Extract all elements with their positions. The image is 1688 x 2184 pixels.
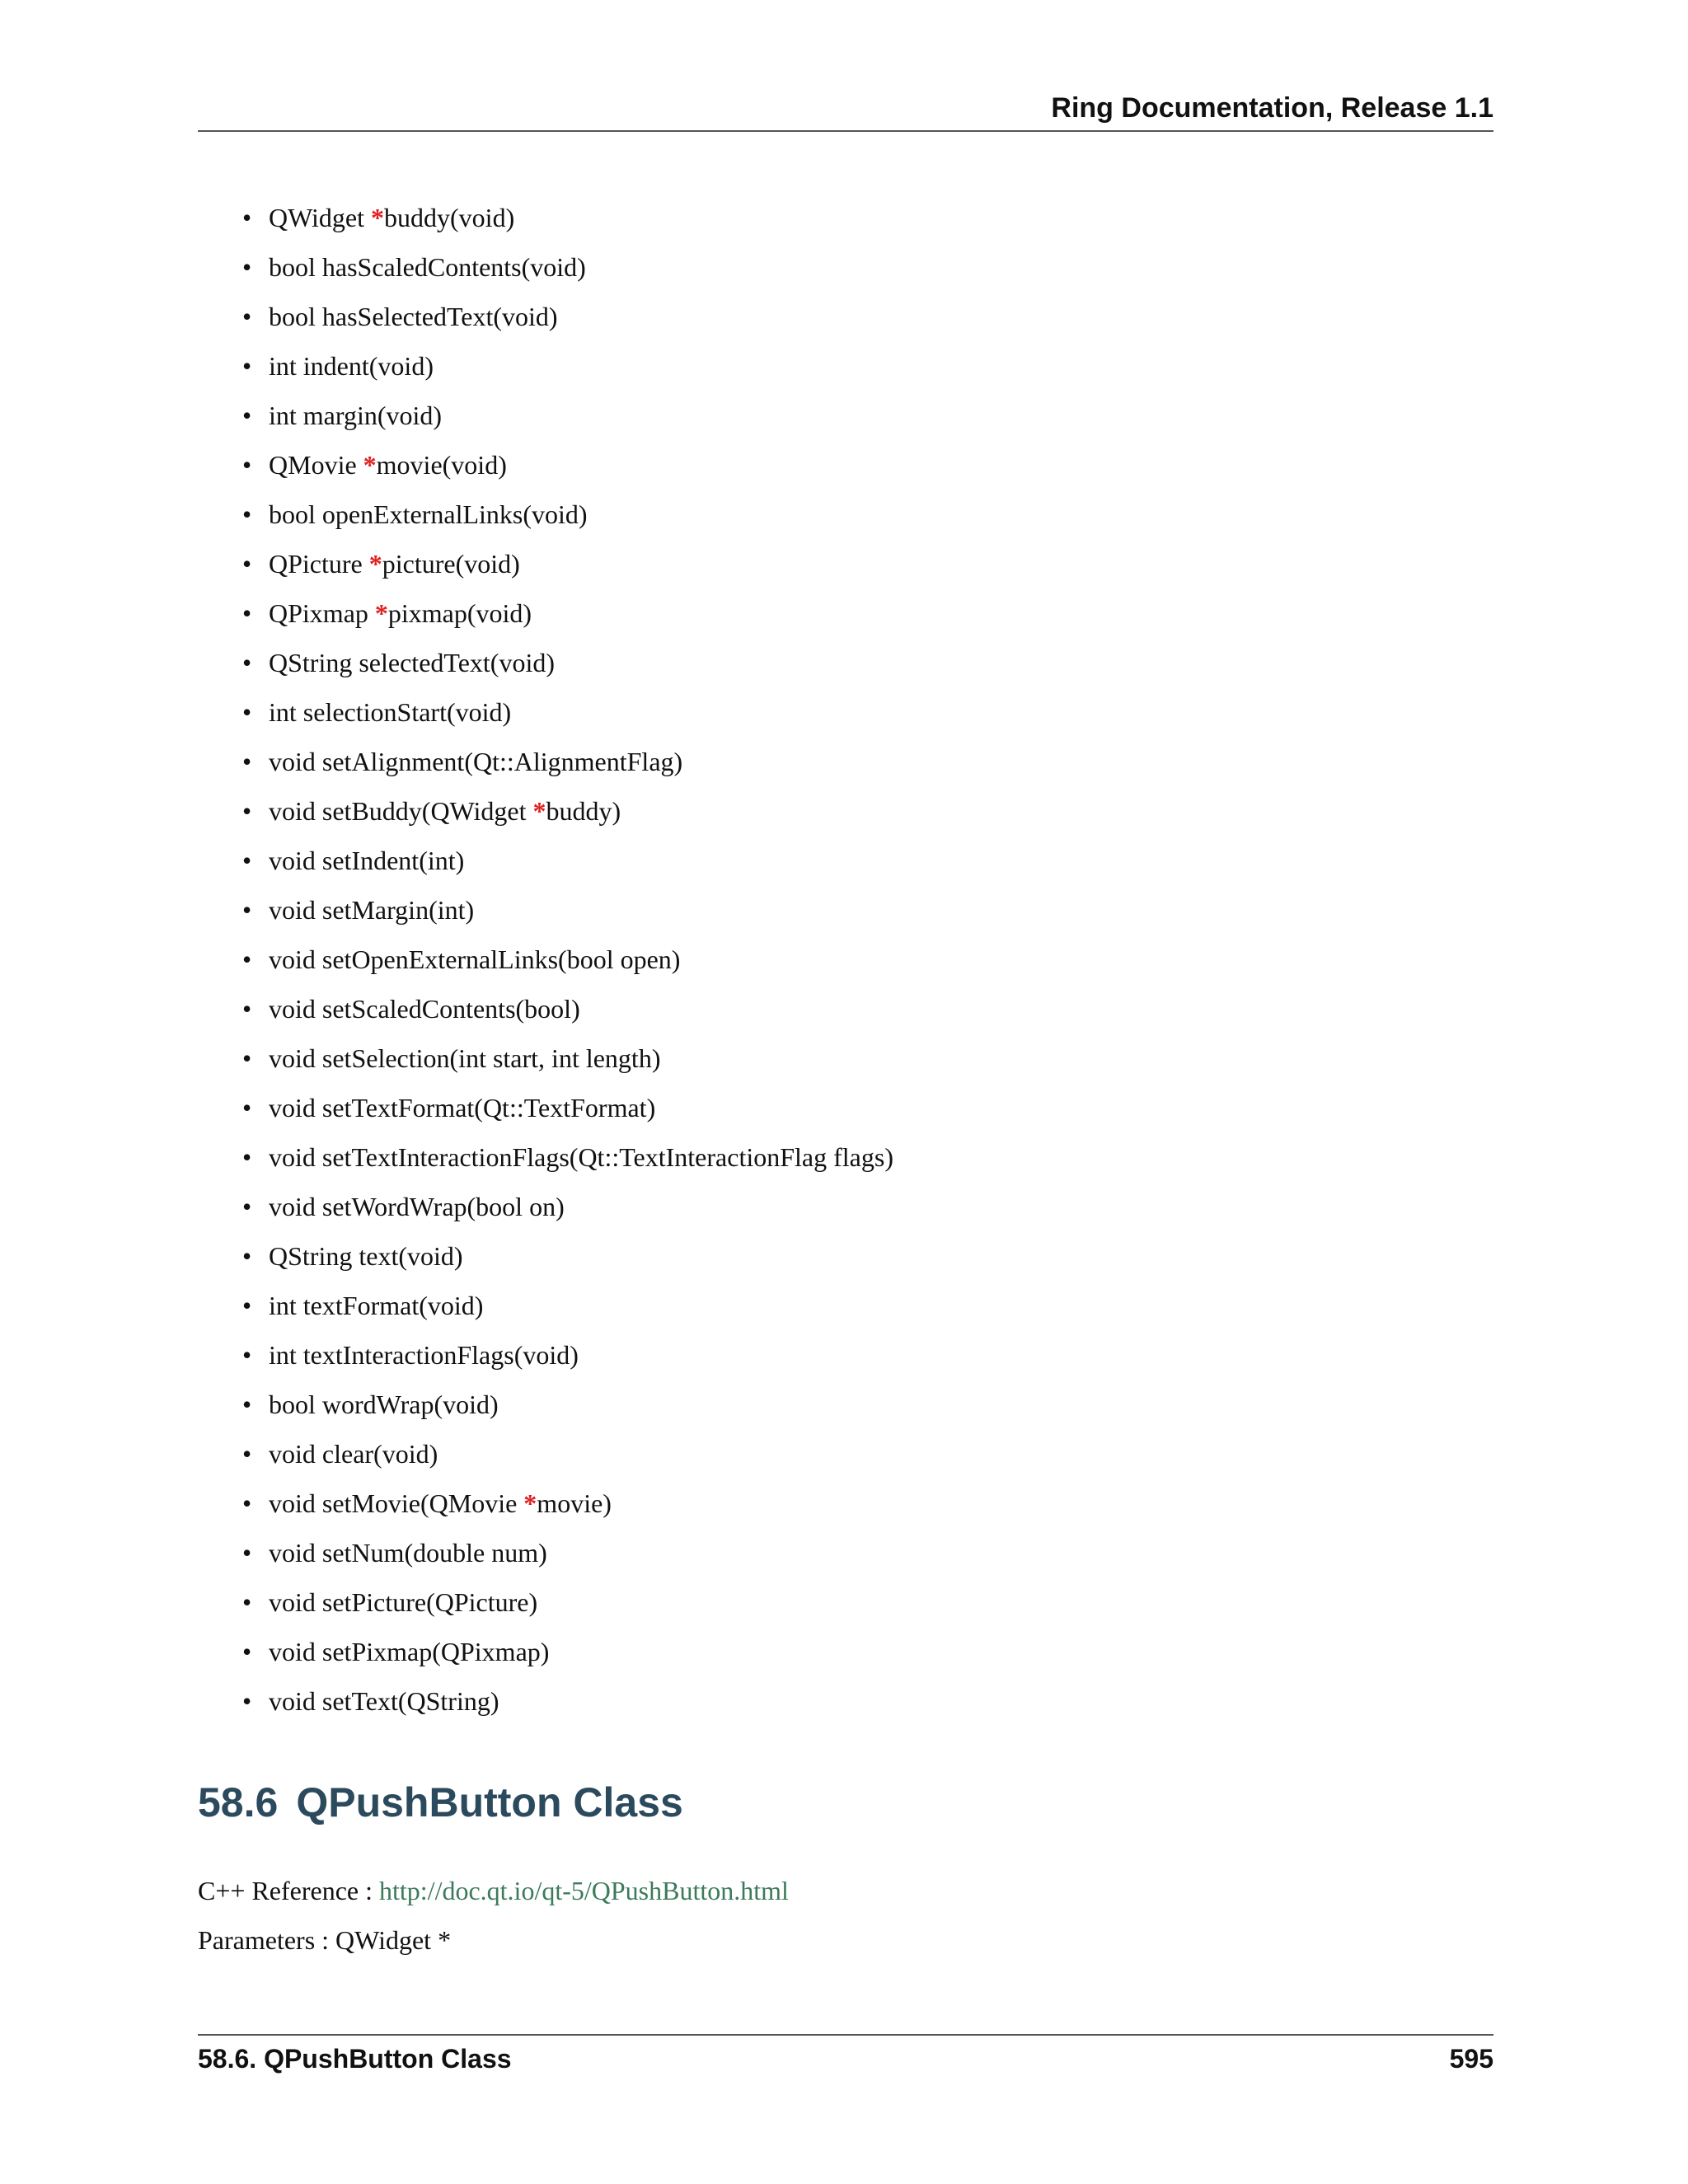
- bullet-icon: •: [242, 302, 252, 331]
- bullet-icon: •: [242, 1637, 252, 1666]
- method-list-item: [239, 643, 893, 692]
- method-text: QPixmap: [269, 598, 375, 628]
- parameters-text: Parameters : QWidget *: [198, 1925, 452, 1955]
- method-text: void setPicture(QPicture): [269, 1587, 538, 1617]
- method-list-item: [239, 692, 893, 742]
- method-list-item: [239, 593, 893, 643]
- method-text-suffix: buddy(void): [384, 203, 515, 232]
- method-text: void setTextFormat(Qt::TextFormat): [269, 1093, 656, 1122]
- bullet-icon: •: [242, 846, 252, 875]
- bullet-icon: •: [242, 1686, 252, 1716]
- bullet-icon: •: [242, 1488, 252, 1518]
- method-text: bool hasSelectedText(void): [269, 302, 558, 331]
- bullet-icon: •: [242, 1538, 252, 1568]
- method-list-item: [239, 297, 893, 346]
- method-list-item: [239, 198, 893, 247]
- cpp-reference-label: C++ Reference :: [198, 1876, 379, 1905]
- header-title: Ring Documentation, Release 1.1: [1051, 92, 1493, 124]
- bullet-icon: •: [242, 994, 252, 1024]
- pointer-star: *: [368, 549, 382, 579]
- method-list-item: [239, 544, 893, 593]
- method-text: int selectionStart(void): [269, 697, 512, 727]
- pointer-star: *: [371, 203, 385, 232]
- method-text: void setIndent(int): [269, 846, 465, 875]
- bullet-icon: •: [242, 796, 252, 826]
- bullet-icon: •: [242, 1390, 252, 1419]
- method-text: void clear(void): [269, 1439, 438, 1469]
- method-text-suffix: picture(void): [382, 549, 520, 579]
- method-list-item: [239, 1236, 893, 1286]
- method-list-item: [239, 1335, 893, 1385]
- bullet-icon: •: [242, 1439, 252, 1469]
- method-list-item: [239, 445, 893, 494]
- method-text: QPicture: [269, 549, 369, 579]
- cpp-reference-link[interactable]: http://doc.qt.io/qt-5/QPushButton.html: [379, 1876, 789, 1905]
- method-text: bool openExternalLinks(void): [269, 499, 588, 529]
- method-list-item: [239, 791, 893, 841]
- method-text: bool wordWrap(void): [269, 1390, 499, 1419]
- bullet-icon: •: [242, 697, 252, 727]
- bullet-icon: •: [242, 450, 252, 480]
- bullet-icon: •: [242, 598, 252, 628]
- bullet-icon: •: [242, 499, 252, 529]
- bullet-icon: •: [242, 944, 252, 974]
- method-text: void setScaledContents(bool): [269, 994, 580, 1024]
- method-text: void setText(QString): [269, 1686, 499, 1716]
- method-text: void setNum(double num): [269, 1538, 547, 1568]
- method-list-item: [239, 396, 893, 445]
- page-footer: [198, 2034, 1493, 2085]
- method-list-item: [239, 890, 893, 940]
- method-text: bool hasScaledContents(void): [269, 252, 586, 282]
- method-text-suffix: buddy): [546, 796, 621, 826]
- method-list-item: [239, 1137, 893, 1187]
- method-text: QString text(void): [269, 1241, 463, 1271]
- method-list: [239, 198, 893, 1731]
- method-list-item: [239, 1187, 893, 1236]
- method-text: QWidget: [269, 203, 372, 232]
- bullet-icon: •: [242, 1043, 252, 1073]
- method-text: int textInteractionFlags(void): [269, 1340, 579, 1370]
- method-text: void setMovie(QMovie: [269, 1488, 524, 1518]
- method-list-item: [239, 1088, 893, 1137]
- method-text: void setMargin(int): [269, 895, 475, 925]
- method-list-item: [239, 1632, 893, 1681]
- pointer-star: *: [374, 598, 388, 628]
- method-text: void setPixmap(QPixmap): [269, 1637, 550, 1666]
- method-list-item: [239, 841, 893, 890]
- method-list-item: [239, 1533, 893, 1582]
- method-text: void setSelection(int start, int length): [269, 1043, 661, 1073]
- bullet-icon: •: [242, 1587, 252, 1617]
- bullet-icon: •: [242, 1093, 252, 1122]
- method-text: QString selectedText(void): [269, 648, 555, 677]
- method-text: void setTextInteractionFlags(Qt::TextInteractionFlag flags): [269, 1142, 893, 1172]
- pointer-star: *: [532, 796, 546, 826]
- bullet-icon: •: [242, 1291, 252, 1320]
- section-title: QPushButton Class: [296, 1779, 683, 1825]
- method-list-item: [239, 1582, 893, 1632]
- method-text: void setBuddy(QWidget: [269, 796, 533, 826]
- footer-page-number: 595: [1449, 2044, 1493, 2074]
- method-list-item: [239, 940, 893, 989]
- bullet-icon: •: [242, 648, 252, 677]
- section-number: 58.6: [198, 1779, 279, 1825]
- bullet-icon: •: [242, 252, 252, 282]
- bullet-icon: •: [242, 549, 252, 579]
- method-text: int margin(void): [269, 401, 443, 430]
- bullet-icon: •: [242, 1192, 252, 1221]
- method-list-item: [239, 494, 893, 544]
- method-text: void setWordWrap(bool on): [269, 1192, 565, 1221]
- method-list-item: [239, 1434, 893, 1483]
- bullet-icon: •: [242, 351, 252, 381]
- bullet-icon: •: [242, 747, 252, 776]
- method-list-item: [239, 1681, 893, 1731]
- method-text: QMovie: [269, 450, 363, 480]
- bullet-icon: •: [242, 895, 252, 925]
- bullet-icon: •: [242, 1241, 252, 1271]
- bullet-icon: •: [242, 1340, 252, 1370]
- pointer-star: *: [363, 450, 377, 480]
- method-list-item: [239, 1483, 893, 1533]
- method-list-item: [239, 989, 893, 1038]
- footer-section-title: 58.6. QPushButton Class: [198, 2044, 512, 2074]
- method-text-suffix: pixmap(void): [387, 598, 532, 628]
- method-text: int textFormat(void): [269, 1291, 484, 1320]
- cpp-reference: [198, 1871, 789, 1910]
- method-list-item: [239, 1038, 893, 1088]
- method-list-item: [239, 1385, 893, 1434]
- section-heading: [198, 1779, 683, 1826]
- method-text-suffix: movie): [537, 1488, 612, 1518]
- method-list-item: [239, 247, 893, 297]
- method-text: void setAlignment(Qt::AlignmentFlag): [269, 747, 683, 776]
- page-header: [198, 89, 1493, 132]
- method-list-item: [239, 742, 893, 791]
- method-list-item: [239, 346, 893, 396]
- method-text-suffix: movie(void): [376, 450, 507, 480]
- bullet-icon: •: [242, 1142, 252, 1172]
- method-list-item: [239, 1286, 893, 1335]
- bullet-icon: •: [242, 203, 252, 232]
- method-text: void setOpenExternalLinks(bool open): [269, 944, 681, 974]
- method-text: int indent(void): [269, 351, 434, 381]
- bullet-icon: •: [242, 401, 252, 430]
- pointer-star: *: [523, 1488, 537, 1518]
